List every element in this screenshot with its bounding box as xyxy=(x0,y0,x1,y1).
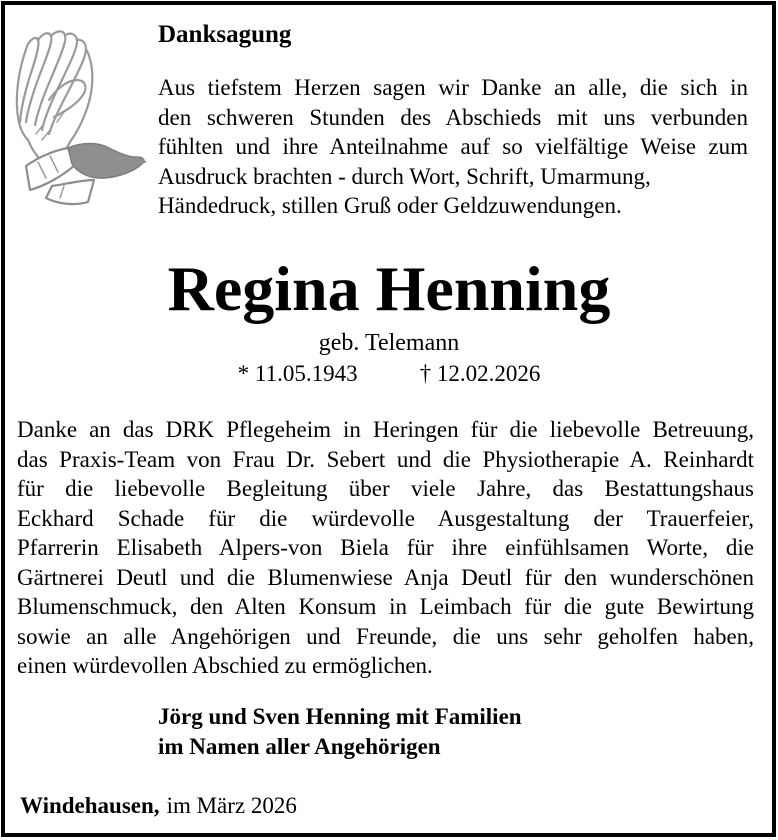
signature-block xyxy=(158,702,522,762)
place-date-line xyxy=(20,792,297,820)
text-line: Danke an das DRK Pflegeheim in Heringen für die liebevolle Betreuung, xyxy=(17,417,754,442)
deceased-name: Regina Henning xyxy=(167,253,611,324)
date-text: im März 2026 xyxy=(166,793,297,818)
thanks-paragraph xyxy=(17,415,754,681)
text-line: sowie an alle Angehörigen und Freunde, die uns sehr geholfen haben, xyxy=(17,623,754,649)
life-dates xyxy=(0,360,778,388)
death-date: † 12.02.2026 xyxy=(419,361,541,386)
text-line: einen würdevollen Abschied zu ermöglichen. xyxy=(17,653,433,678)
notice-title: Danksagung xyxy=(158,21,292,48)
text-line: Eckhard Schade für die würdevolle Ausgestaltung der Trauerfeier, xyxy=(17,505,754,531)
text-line: Gärtnerei Deutl und die Blumenwiese Anja Deutl für den wunderschönen xyxy=(17,564,754,590)
place-name: Windehausen, xyxy=(20,793,160,818)
intro-paragraph xyxy=(158,73,748,221)
praying-hands-icon xyxy=(12,30,150,224)
maiden-name: geb. Telemann xyxy=(318,330,460,356)
text-line: das Praxis-Team von Frau Dr. Sebert und die Physiotherapie A. Reinhardt xyxy=(17,446,754,472)
birth-date: * 11.05.1943 xyxy=(237,361,358,386)
text-line: Jörg und Sven Henning mit Familien xyxy=(158,704,522,729)
text-line: im Namen aller Angehörigen xyxy=(158,734,441,759)
text-line: für die liebevolle Begleitung über viele Jahre, das Bestattungshaus xyxy=(17,476,754,501)
text-line: Aus tiefstem Herzen sagen wir Danke an alle, die sich in xyxy=(158,75,748,100)
text-line: fühlten und ihre Anteilnahme auf so vielfältige Weise zum xyxy=(158,134,748,159)
text-line: Pfarrerin Elisabeth Alpers-von Biela für ihre einfühlsamen Worte, die xyxy=(17,535,754,560)
text-line: den schweren Stunden des Abschieds mit uns verbunden xyxy=(158,104,748,130)
text-line: Händedruck, stillen Gruß oder Geldzuwendungen. xyxy=(158,193,622,218)
text-line: Ausdruck brachten - durch Wort, Schrift, Umarmung, xyxy=(158,163,651,189)
text-line: Blumenschmuck, den Alten Konsum in Leimbach für die gute Bewirtung xyxy=(17,594,754,619)
deceased-block xyxy=(0,250,778,388)
